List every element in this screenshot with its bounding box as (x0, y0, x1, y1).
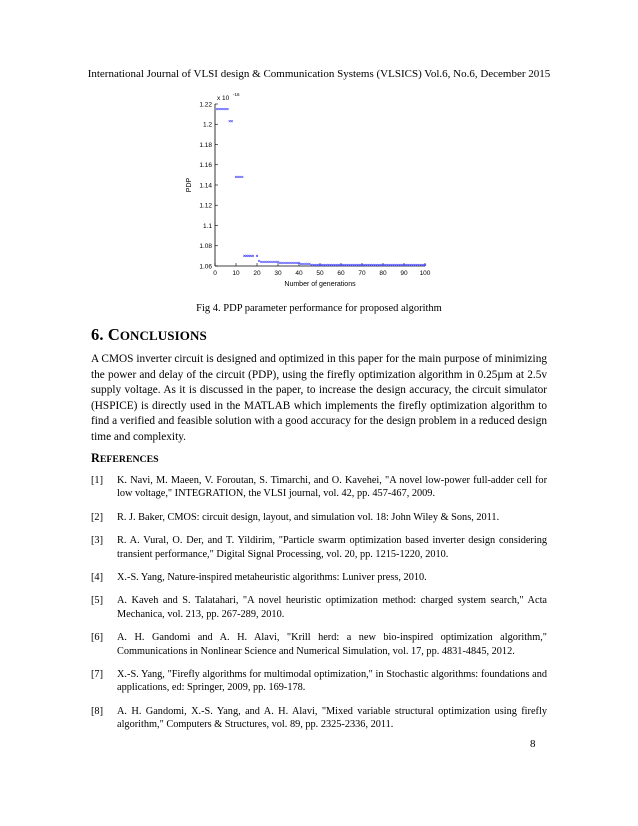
reference-number: [6] (91, 632, 104, 644)
y-tick-label: 1.2 (202, 121, 212, 129)
data-point (288, 262, 290, 264)
reference-text: X.-S. Yang, "Firefly algorithms for multimodal optimization," in Stochastic algorithms: foundations and applications, ed: Springer, 2009, pp. 169-178. (117, 669, 547, 694)
reference-number: [5] (91, 595, 104, 607)
reference-number: [2] (91, 511, 104, 523)
x-tick-label: 10 (232, 270, 240, 277)
reference-item (91, 474, 547, 501)
data-point (218, 108, 220, 110)
data-point (281, 262, 283, 264)
reference-text: X.-S. Yang, Nature-inspired metaheuristic algorithms: Luniver press, 2010. (117, 572, 427, 584)
page-number: 8 (530, 738, 536, 750)
data-point (237, 176, 239, 178)
x-tick-label: 100 (419, 270, 431, 277)
x-tick-label: 30 (274, 270, 282, 277)
data-point (262, 261, 264, 263)
reference-list (91, 474, 547, 742)
y-tick-label: 1.06 (199, 263, 212, 271)
data-point (285, 262, 287, 264)
y-tick-label: 1.22 (199, 101, 212, 109)
y-tick-label: 1.12 (199, 202, 212, 210)
conclusions-paragraph: A CMOS inverter circuit is designed and optimized in this paper for the main purpose of minimizing the power and delay of the circuit (PDP), using the firefly optimization algorithm in 0.25µm at 2.5v supply voltage. As it is discussed in the paper, to increase the design accuracy, the circuit simulator (HSPICE) is directly used in the MATLAB which implements the firefly optimization algorithm to find a verified and feasible solution with a good accuracy for the design problem in a reduced design time and complexity. (91, 353, 547, 443)
running-header: International Journal of VLSI design & Communication Systems (VLSICS) Vol.6, No.6, December 2015 (87, 68, 551, 80)
reference-item (91, 534, 547, 561)
reference-text: R. J. Baker, CMOS: circuit design, layout, and simulation vol. 18: John Wiley & Sons, 2011. (117, 511, 500, 523)
y-tick-label: 1.16 (199, 162, 212, 170)
figure-caption: Fig 4. PDP parameter performance for proposed algorithm (196, 303, 442, 314)
data-point (306, 263, 308, 265)
data-point (241, 176, 243, 178)
reference-item (91, 668, 547, 695)
data-point (302, 263, 304, 265)
data-point (290, 262, 292, 264)
reference-text: R. A. Vural, O. Der, and T. Yildirim, "Particle swarm optimization based inverter design considering transient performance," Digital Signal Processing, vol. 20, pp. 1215-1220, 2010. (117, 535, 547, 560)
y-exponent-power: -16 (233, 92, 240, 97)
y-tick-label: 1.14 (199, 182, 212, 190)
x-tick-label: 60 (337, 270, 345, 277)
reference-number: [1] (91, 475, 104, 486)
reference-number: [7] (91, 669, 104, 681)
reference-number: [4] (91, 572, 104, 584)
section-title-rest: ONCLUSIONS (119, 328, 207, 343)
reference-item (91, 511, 547, 524)
data-point (252, 255, 254, 257)
data-point (250, 255, 252, 257)
x-tick-label: 70 (358, 270, 366, 277)
reference-number: [8] (91, 705, 104, 717)
data-point (267, 261, 269, 263)
pdp-chart (180, 88, 450, 294)
data-point (260, 261, 262, 263)
reference-text: A. Kaveh and S. Talatahari, "A novel heuristic optimization method: charged system search," Acta Mechanica, vol. 213, pp. 267-289, 2010. (117, 595, 547, 620)
reference-text: A. H. Gandomi and A. H. Alavi, "Krill herd: a new bio-inspired optimization algorithm," Communications in Nonlinear Science and Numerical Simulation, vol. 17, pp. 4831-4845, 2012. (117, 632, 547, 657)
section-heading (91, 325, 207, 345)
data-point (227, 108, 229, 110)
reference-text: K. Navi, M. Maeen, V. Foroutan, S. Timarchi, and O. Kavehei, "A novel low-power full-adder cell for low voltage," INTEGRATION, the VLSI journal, vol. 42, pp. 457-467, 2009. (117, 475, 547, 500)
x-tick-label: 20 (253, 270, 261, 277)
section-title-initial: C (107, 325, 120, 344)
data-point (264, 261, 266, 263)
data-point (225, 108, 227, 110)
reference-item (91, 705, 547, 732)
data-point (283, 262, 285, 264)
x-tick-label: 40 (295, 270, 303, 277)
data-point (243, 255, 245, 257)
references-heading (91, 451, 159, 466)
reference-item (91, 594, 547, 621)
data-point (239, 176, 241, 178)
y-tick-label: 1.08 (199, 243, 212, 251)
reference-item (91, 631, 547, 658)
data-point (309, 263, 311, 265)
data-point (258, 260, 260, 262)
x-tick-label: 50 (316, 270, 324, 277)
data-point (296, 262, 298, 264)
data-point (235, 176, 237, 178)
y-tick-label: 1.1 (202, 222, 212, 230)
y-axis-label: PDP (186, 177, 193, 193)
data-point (273, 261, 275, 263)
data-point (300, 263, 302, 265)
data-point (248, 255, 250, 257)
reference-item (91, 571, 547, 584)
data-point (256, 255, 258, 257)
data-point (220, 108, 222, 110)
data-point (229, 120, 231, 122)
data-point (231, 120, 233, 122)
section-number: 6. (91, 325, 108, 344)
data-point (294, 262, 296, 264)
data-point (292, 262, 294, 264)
data-point (222, 108, 224, 110)
y-exponent-label: x 10 (217, 95, 230, 102)
data-point (216, 108, 218, 110)
x-tick-label: 90 (400, 270, 408, 277)
reference-text: A. H. Gandomi, X.-S. Yang, and A. H. Alavi, "Mixed variable structural optimization using firefly algorithm," Computers & Structures, vol. 89, pp. 2325-2336, 2011. (117, 705, 547, 731)
data-point (269, 261, 271, 263)
y-tick-label: 1.18 (199, 141, 212, 149)
data-point (275, 261, 277, 263)
x-axis-label: Number of generations (284, 281, 356, 288)
data-point (277, 261, 279, 263)
references-title-initial: R (91, 451, 100, 465)
x-tick-label: 80 (379, 270, 387, 277)
x-tick-label: 0 (213, 270, 217, 277)
data-point (271, 261, 273, 263)
reference-number: [3] (91, 535, 104, 547)
data-point (279, 262, 281, 264)
data-point (246, 255, 248, 257)
references-title-rest: EFERENCES (99, 454, 159, 465)
data-point (304, 263, 306, 265)
